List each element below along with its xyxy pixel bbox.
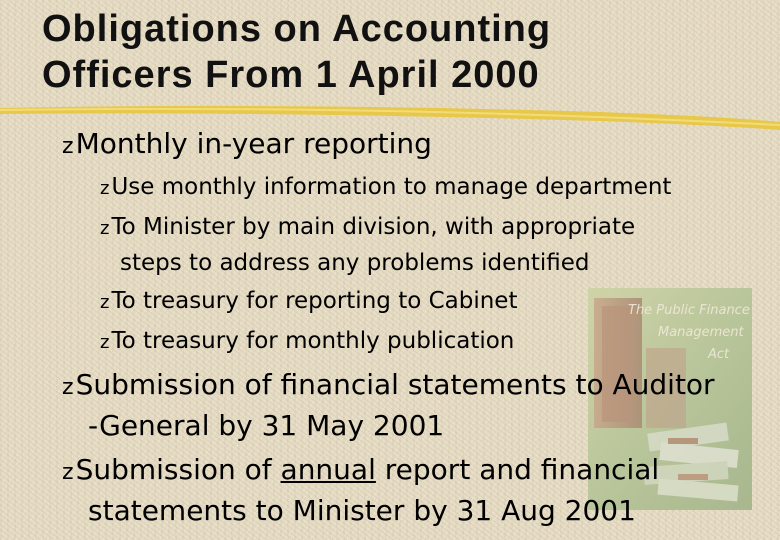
bullet-text: Submission of financial statements to Auditor bbox=[75, 368, 715, 401]
subbullet-to-minister bbox=[100, 210, 740, 280]
underlined-word: annual bbox=[280, 453, 376, 486]
bullet-text-continuation: statements to Minister by 31 Aug 2001 bbox=[88, 494, 636, 527]
subbullet-treasury-cabinet bbox=[100, 284, 740, 320]
bullet-submission-auditor bbox=[62, 366, 752, 445]
bullet-text: Monthly in-year reporting bbox=[75, 127, 432, 160]
bullet-text-continuation: steps to address any problems identified bbox=[120, 250, 590, 276]
bullet-text: To Minister by main division, with appropriate bbox=[111, 214, 636, 240]
bullet-text-continuation: -General by 31 May 2001 bbox=[88, 409, 445, 442]
bullet-text: To treasury for reporting to Cabinet bbox=[111, 288, 518, 314]
cover-title-line-1: The Public Finance bbox=[628, 303, 750, 318]
bullet-monthly-reporting bbox=[62, 125, 752, 166]
bullet-text: To treasury for monthly publication bbox=[111, 328, 515, 354]
bullet-text: Use monthly information to manage department bbox=[111, 174, 672, 200]
cover-title-line-3: Act bbox=[708, 347, 730, 362]
bullet-text-start: Submission of bbox=[75, 453, 281, 486]
bullet-submission-annual-report bbox=[62, 451, 752, 530]
bullet-icon: z bbox=[100, 332, 110, 353]
bullet-text-end: report and financial bbox=[375, 453, 660, 486]
subbullet-monthly-information bbox=[100, 170, 740, 206]
title-line-2: Officers From 1 April 2000 bbox=[42, 54, 540, 96]
bullet-icon: z bbox=[100, 292, 110, 313]
subbullet-treasury-publication bbox=[100, 324, 740, 360]
bullet-icon: z bbox=[62, 460, 74, 485]
bullet-icon: z bbox=[100, 218, 110, 239]
title-line-1: Obligations on Accounting bbox=[42, 8, 552, 50]
bullet-icon: z bbox=[62, 375, 74, 400]
bullet-icon: z bbox=[100, 178, 110, 199]
cover-title-line-2: Management bbox=[658, 325, 744, 340]
bullet-icon: z bbox=[62, 134, 74, 159]
